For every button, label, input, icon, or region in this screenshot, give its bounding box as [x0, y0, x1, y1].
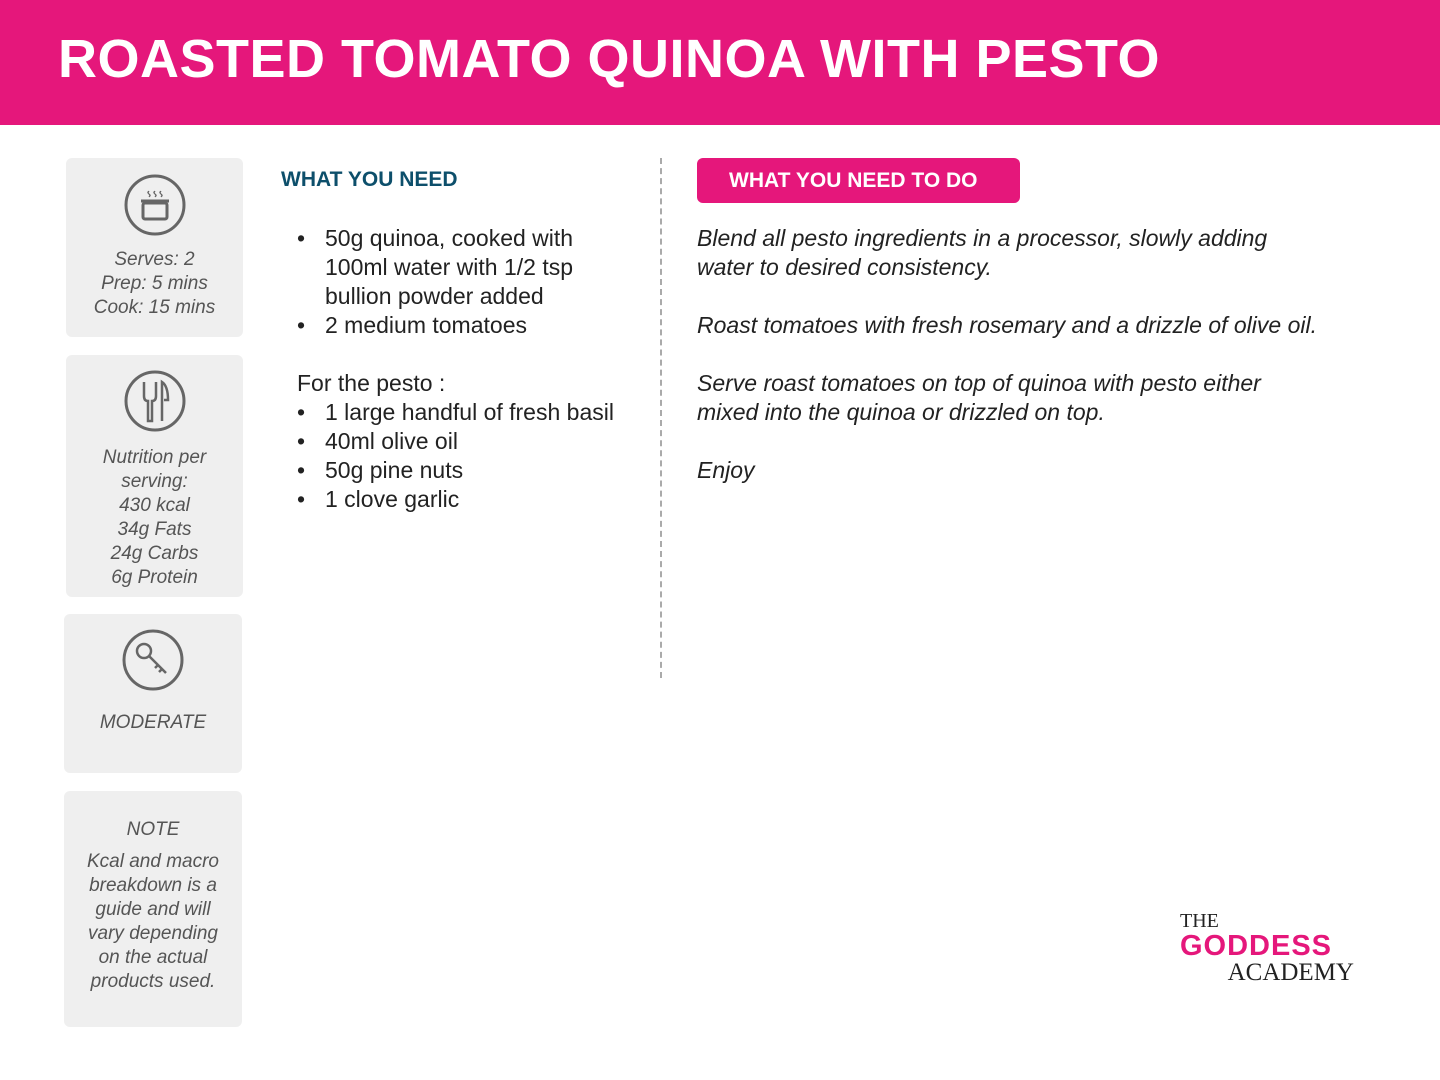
- cook-time-text: Cook: 15 mins: [93, 297, 216, 318]
- protein-value: 6g Protein: [111, 567, 198, 588]
- column-divider: [660, 158, 662, 678]
- ingredients-list: [297, 224, 637, 514]
- pesto-heading: For the pesto :: [297, 370, 446, 396]
- method-steps: [697, 224, 1377, 514]
- pesto-item: • 40ml olive oil: [297, 427, 637, 456]
- cutlery-icon: [124, 370, 186, 432]
- prep-time-text: Prep: 5 mins: [101, 273, 208, 294]
- serves-text: Serves: 2: [114, 249, 195, 270]
- note-title: NOTE: [126, 819, 180, 840]
- goddess-academy-logo: [1180, 910, 1360, 987]
- method-step: Enjoy: [697, 457, 755, 483]
- method-step: Blend all pesto ingredients in a processor, slowly adding water to desired consistency.: [697, 225, 1268, 280]
- ingredient-item: • 50g quinoa, cooked with 100ml water with 1/2 tsp bullion powder added: [297, 224, 637, 311]
- logo-the: THE: [1180, 910, 1219, 932]
- method-step: Serve roast tomatoes on top of quinoa with pesto either mixed into the quinoa or drizzled on top.: [697, 370, 1261, 425]
- kcal-value: 430 kcal: [119, 495, 190, 516]
- logo-goddess: GODDESS: [1180, 930, 1333, 962]
- note-text: Kcal and macro breakdown is a guide and will vary depending on the actual products used.: [86, 851, 219, 992]
- carbs-value: 24g Carbs: [110, 543, 199, 564]
- pesto-item: • 50g pine nuts: [297, 456, 637, 485]
- method-step: Roast tomatoes with fresh rosemary and a drizzle of olive oil.: [697, 312, 1317, 338]
- header-banner: [0, 0, 1440, 125]
- cooking-pot-icon: [124, 174, 186, 236]
- ingredients-heading: WHAT YOU NEED: [281, 168, 458, 191]
- info-card: [66, 158, 243, 337]
- nutrition-label: Nutrition per: [102, 447, 207, 468]
- logo-academy: ACADEMY: [1227, 959, 1354, 986]
- page-title: ROASTED TOMATO QUINOA WITH PESTO: [58, 29, 1161, 89]
- nutrition-label-2: serving:: [121, 471, 188, 492]
- method-heading-badge: WHAT YOU NEED TO DO: [697, 158, 1020, 203]
- ingredient-item: • 2 medium tomatoes: [297, 311, 637, 340]
- pesto-item: • 1 large handful of fresh basil: [297, 398, 637, 427]
- note-card: [64, 791, 242, 1027]
- nutrition-card: [66, 355, 243, 597]
- key-icon: [122, 629, 184, 691]
- difficulty-card: [64, 614, 242, 773]
- fats-value: 34g Fats: [117, 519, 192, 540]
- pesto-item: • 1 clove garlic: [297, 485, 637, 514]
- difficulty-label: MODERATE: [99, 712, 207, 733]
